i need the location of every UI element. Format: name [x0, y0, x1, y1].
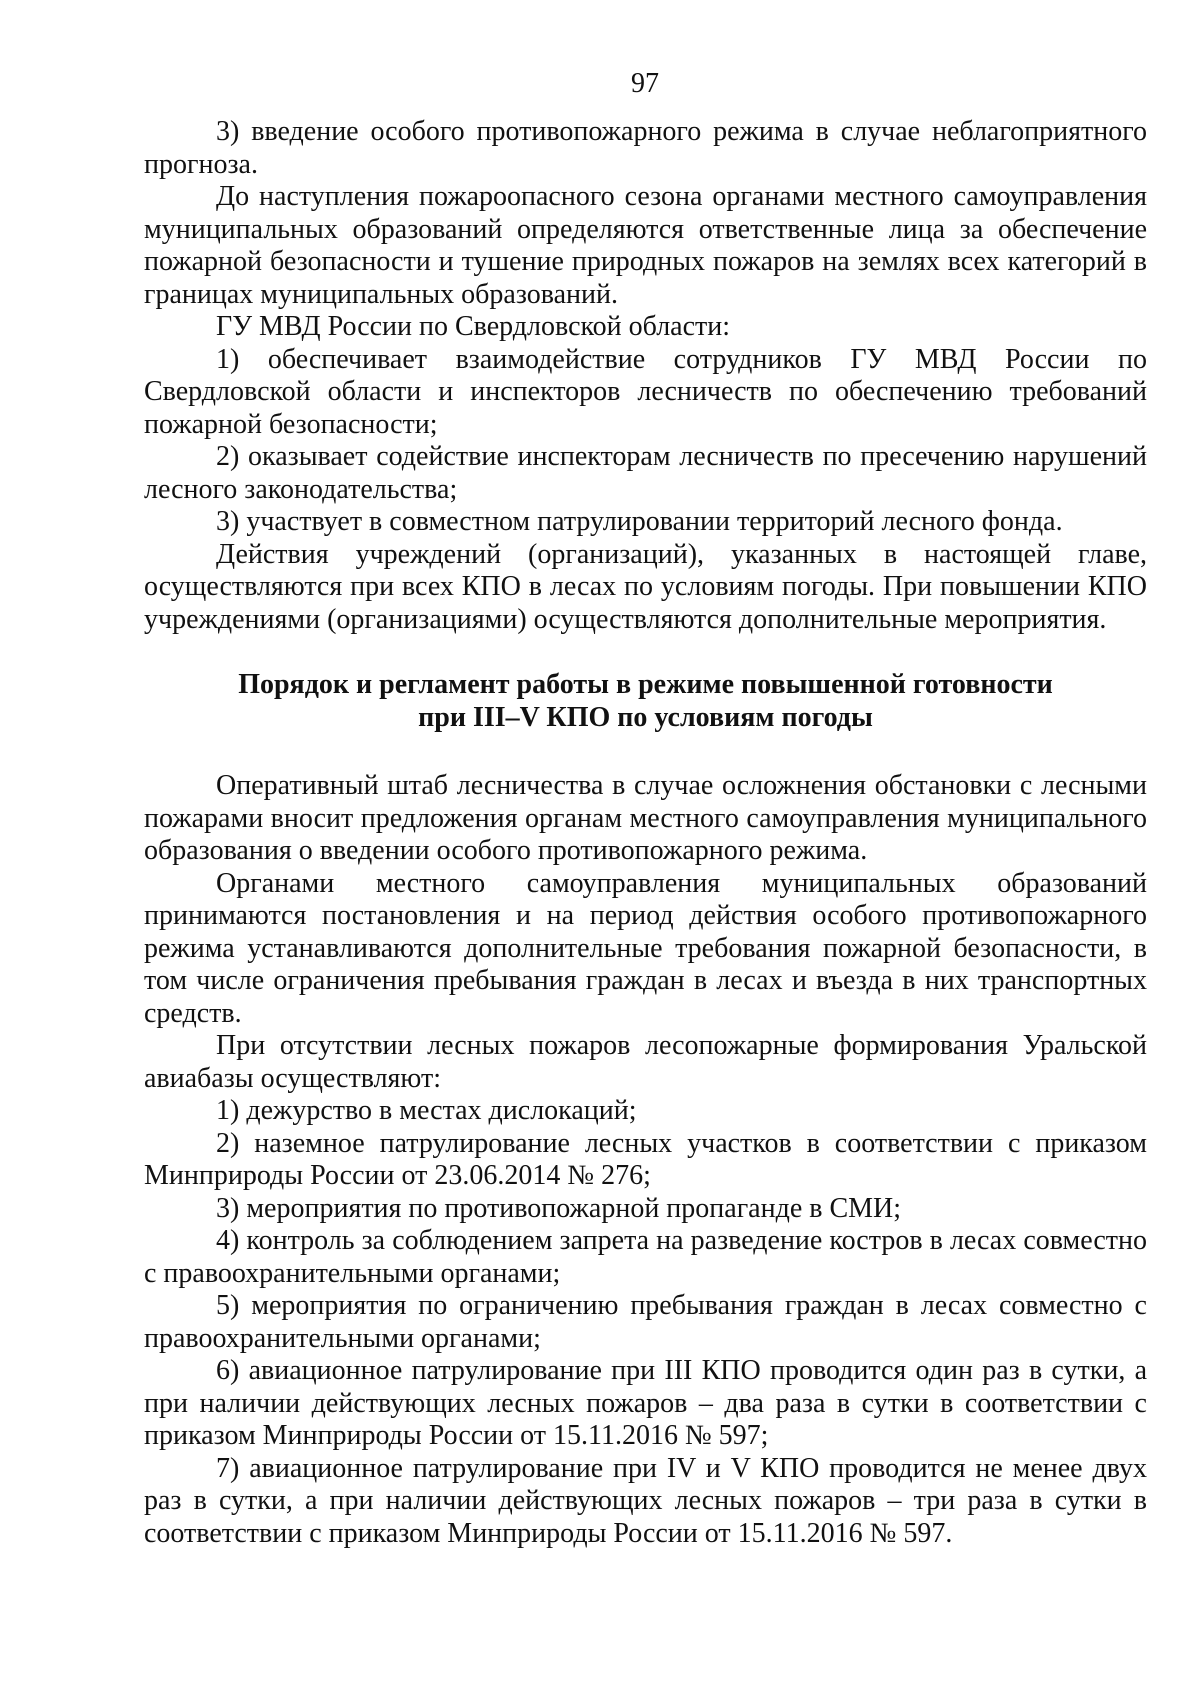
list-item: 1) дежурство в местах дислокаций; — [216, 1095, 637, 1126]
list-item: 6) авиационное патрулирование при III КПО проводится один раз в сутки, а при наличии действующих лесных пожаров – два раза в сутки в соответствии с приказом Минприроды России от 15.11.2016 № 597; — [144, 1355, 1147, 1451]
list-item: 1) обеспечивает взаимодействие сотрудников ГУ МВД России по Свердловской области и инспекторов лесничеств по обеспечению требований пожарной безопасности; — [144, 343, 1147, 440]
page-number: 97 — [631, 68, 659, 99]
list-item: 7) авиационное патрулирование при IV и V КПО проводится не менее двух раз в сутки, а при наличии действующих лесных пожаров – три раза в сутки в соответствии с приказом Минприроды России от 15.11.2016 № 597. — [144, 1452, 1147, 1549]
paragraph: 3) введение особого противопожарного режима в случае неблагоприятного прогноза. — [144, 116, 1147, 180]
paragraph: Органами местного самоуправления муниципальных образований принимаются постановления и на период действия особого противопожарного режима устанавливаются дополнительные требования пожарной безопасности, в том числе ограничения пребывания граждан в лесах и въезда в них транспортных средств. — [144, 867, 1147, 1029]
section-heading-line: Порядок и регламент работы в режиме повышенной готовности — [238, 669, 1053, 700]
paragraph: До наступления пожароопасного сезона органами местного самоуправления муниципальных образований определяются ответственные лица за обеспечение пожарной безопасности и тушение природных пожаров на землях всех категорий в границах муниципальных образований. — [144, 181, 1147, 310]
section-heading-line: при III–V КПО по условиям погоды — [418, 702, 873, 733]
paragraph: При отсутствии лесных пожаров лесопожарные формирования Уральской авиабазы осуществляют: — [144, 1030, 1147, 1094]
list-item: 4) контроль за соблюдением запрета на разведение костров в лесах совместно с правоохранительными органами; — [144, 1225, 1147, 1289]
paragraph: Оперативный штаб лесничества в случае осложнения обстановки с лесными пожарами вносит предложения органам местного самоуправления муниципального образования о введении особого противопожарного режима. — [144, 770, 1147, 866]
list-item: 3) мероприятия по противопожарной пропаганде в СМИ; — [216, 1192, 902, 1224]
list-item: 3) участвует в совместном патрулировании территорий лесного фонда. — [216, 506, 1063, 537]
list-item: 2) оказывает содействие инспекторам лесничеств по пресечению нарушений лесного законодательства; — [144, 441, 1147, 505]
paragraph: ГУ МВД России по Свердловской области: — [216, 311, 731, 342]
list-item: 2) наземное патрулирование лесных участков в соответствии с приказом Минприроды России от 23.06.2014 № 276; — [144, 1127, 1147, 1191]
paragraph: Действия учреждений (организаций), указанных в настоящей главе, осуществляются при всех КПО в лесах по условиям погоды. При повышении КПО учреждениями (организациями) осуществляются дополнительные мероприятия. — [144, 538, 1147, 635]
list-item: 5) мероприятия по ограничению пребывания граждан в лесах совместно с правоохранительными органами; — [144, 1290, 1147, 1354]
document-body — [144, 116, 1147, 1550]
section-heading — [144, 668, 1147, 734]
